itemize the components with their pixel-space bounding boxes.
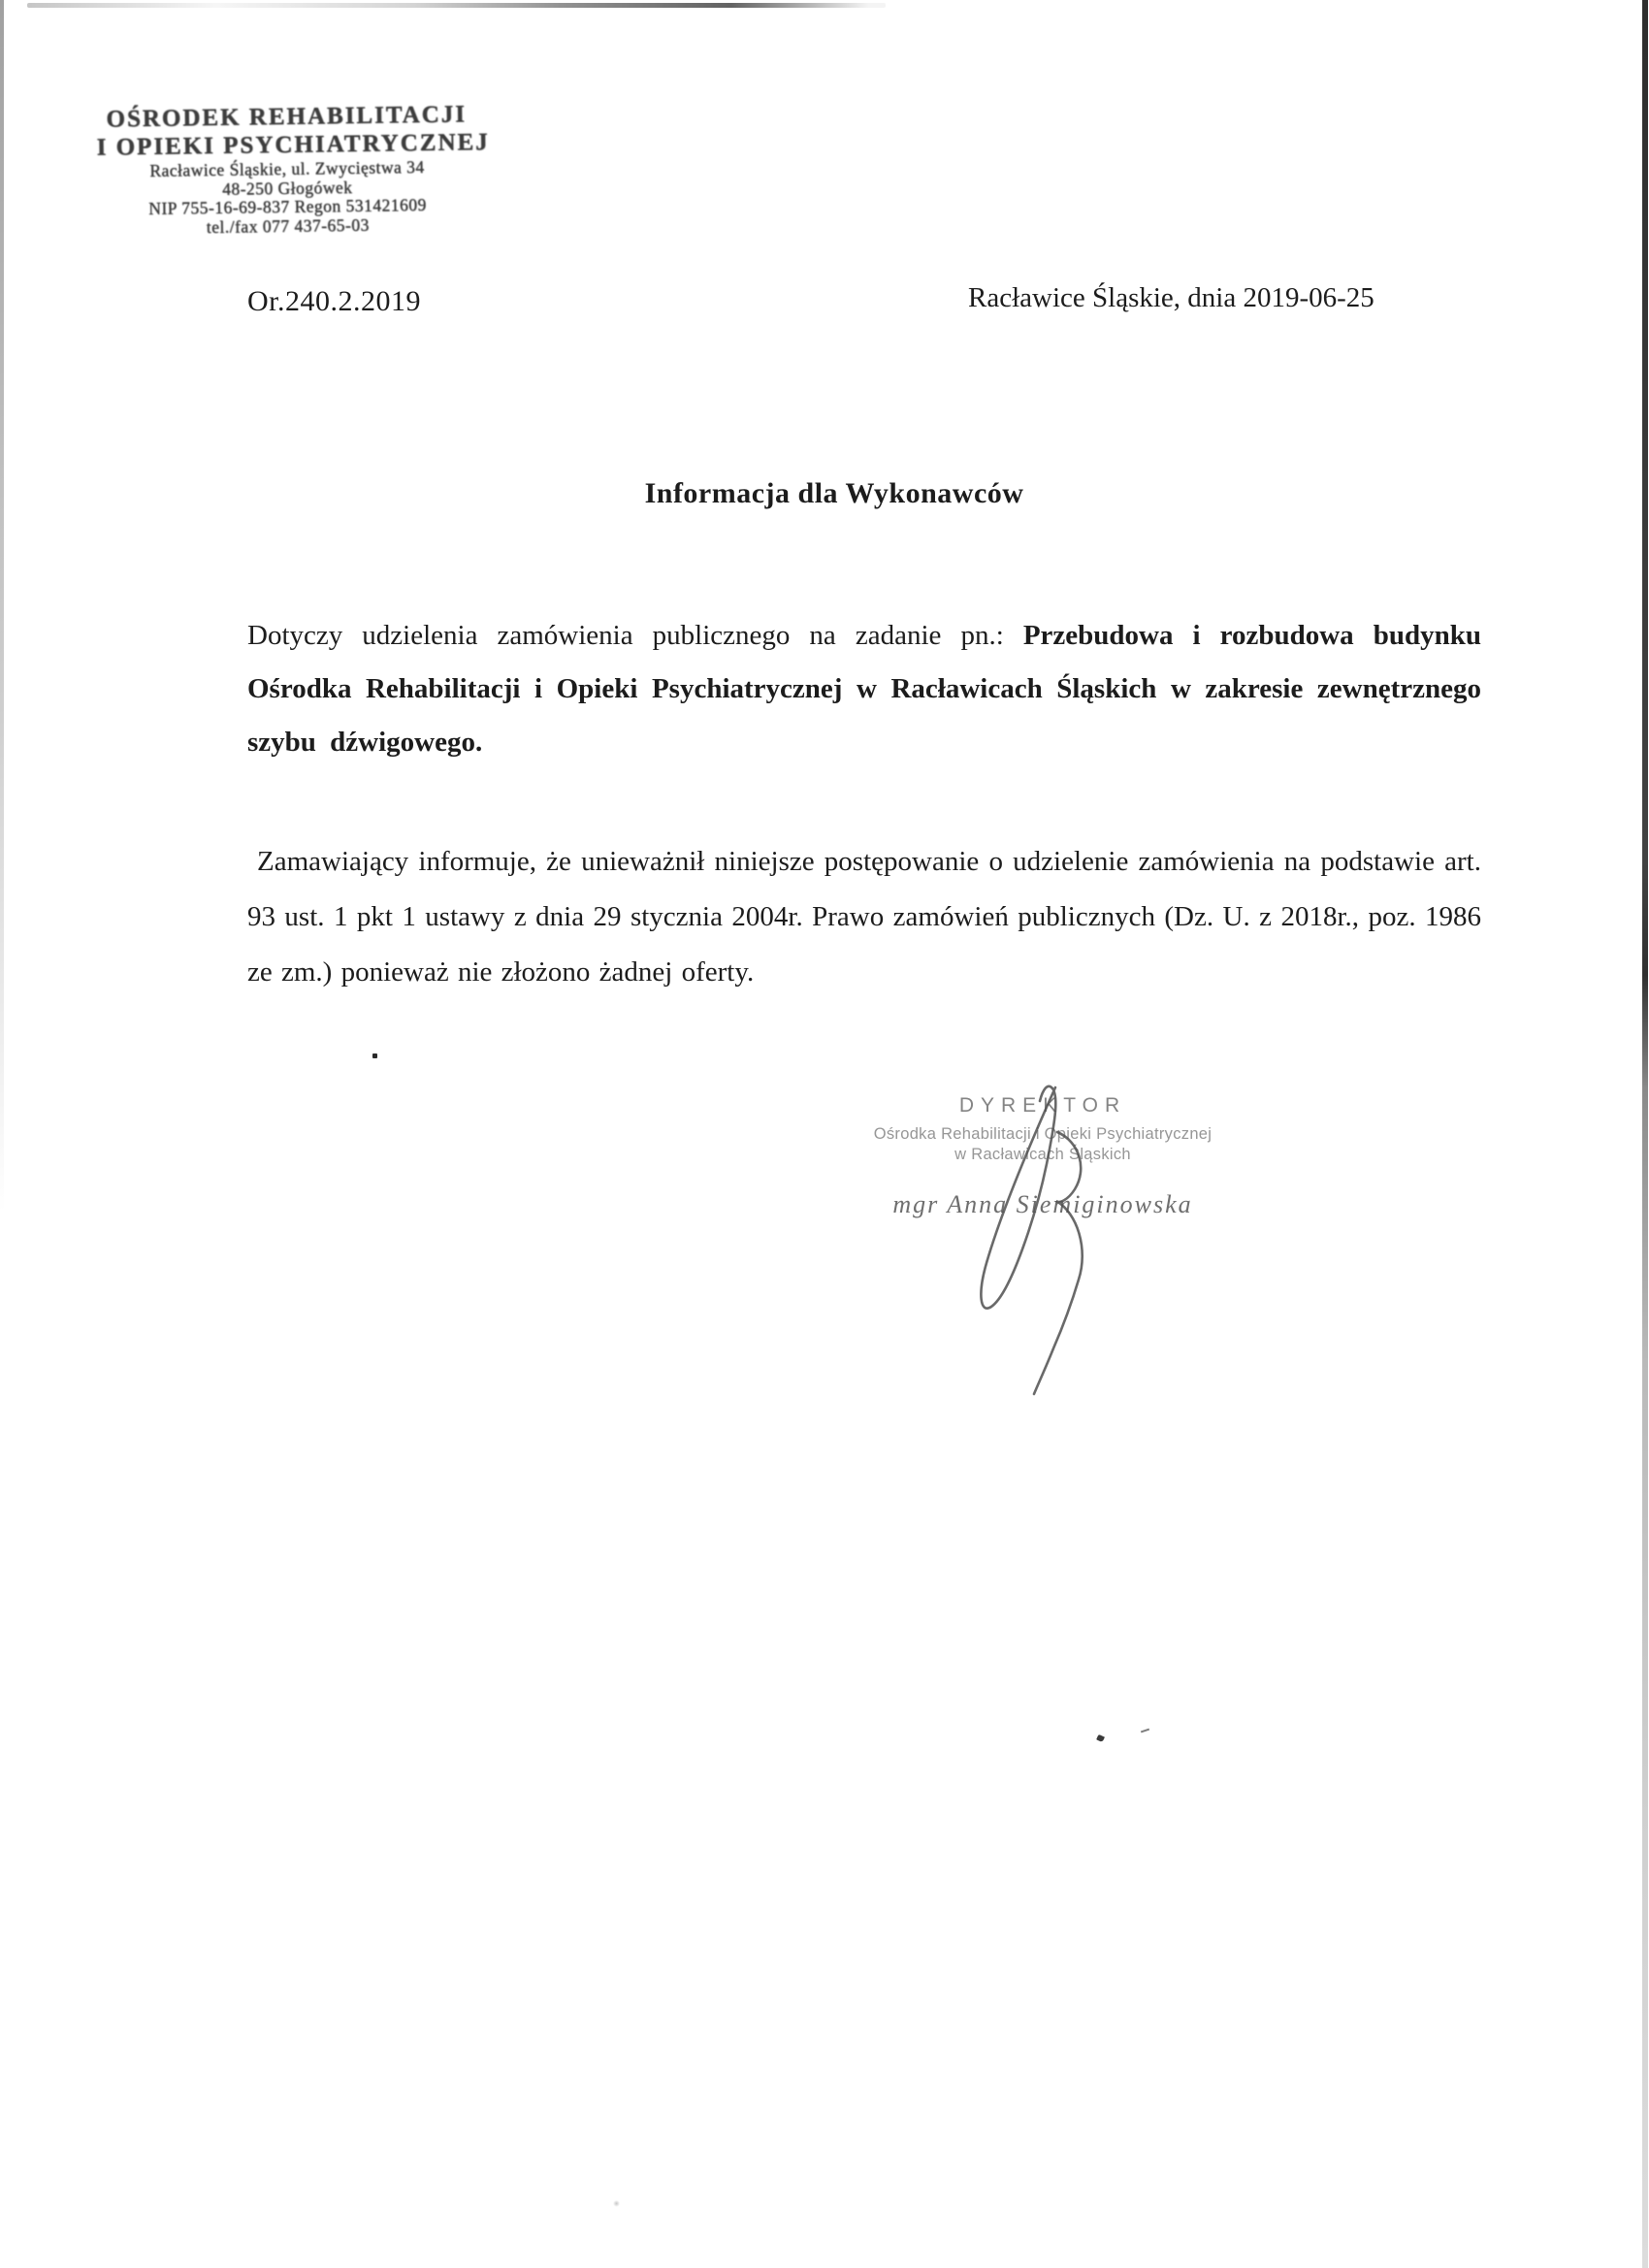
scan-artifact-right-edge — [1642, 0, 1648, 2268]
letterhead-org-name-line2: I OPIEKI PSYCHIATRYCZNEJ — [96, 129, 490, 161]
paragraph-subject — [247, 609, 1481, 769]
letterhead-phone-fax: tel./fax 077 437-65-03 — [206, 214, 370, 237]
scan-artifact-speck — [1141, 1729, 1149, 1733]
handwritten-signature — [951, 1072, 1145, 1402]
paragraph-subject-task-name: Przebudowa i rozbudowa budynku Ośrodka Rehabilitacji i Opieki Psychiatrycznej w Racławicach Śląskich w zakresie zewnętrznego szybu dźwigowego. — [247, 620, 1481, 758]
letterhead-address-street: Racławice Śląskie, ul. Zwycięstwa 34 — [149, 157, 425, 180]
signer-org-line1: Ośrodka Rehabilitacji i Opieki Psychiatrycznej — [873, 1125, 1212, 1143]
place-and-date: Racławice Śląskie, dnia 2019-06-25 — [968, 282, 1374, 313]
letterhead-org-name-line1: OŚRODEK REHABILITACJI — [106, 101, 468, 133]
reference-number: Or.240.2.2019 — [247, 285, 421, 317]
letterhead-nip-regon: NIP 755-16-69-837 Regon 531421609 — [148, 194, 427, 218]
document-title: Informacja dla Wykonawców — [644, 477, 1024, 509]
signer-org-line2: w Racławicach Śląskich — [954, 1146, 1131, 1163]
scan-artifact-left-edge — [0, 0, 4, 1213]
scan-artifact-speck — [613, 2200, 620, 2207]
letterhead-stamp — [96, 101, 490, 239]
scan-artifact-top-smudge — [27, 3, 886, 8]
scan-artifact-speck — [1096, 1734, 1105, 1742]
signer-role: DYREKTOR — [958, 1094, 1127, 1117]
letterhead-address-city: 48-250 Głogówek — [221, 177, 353, 199]
signer-name: mgr Anna Siemiginowska — [892, 1190, 1193, 1218]
paragraph-cancellation-notice: Zamawiający informuje, że unieważnił niniejsze postępowanie o udzielenie zamówienia na podstawie art. 93 ust. 1 pkt 1 ustawy z dnia 29 stycznia 2004r. Prawo zamówień publicznych (Dz. U. z 2018r., poz. 1986 ze zm.) ponieważ nie złożono żadnej oferty. — [247, 846, 1481, 988]
scan-artifact-dot — [372, 1053, 377, 1058]
paragraph-subject-lead: Dotyczy udzielenia zamówienia publicznego na zadanie pn.: — [247, 620, 1023, 651]
